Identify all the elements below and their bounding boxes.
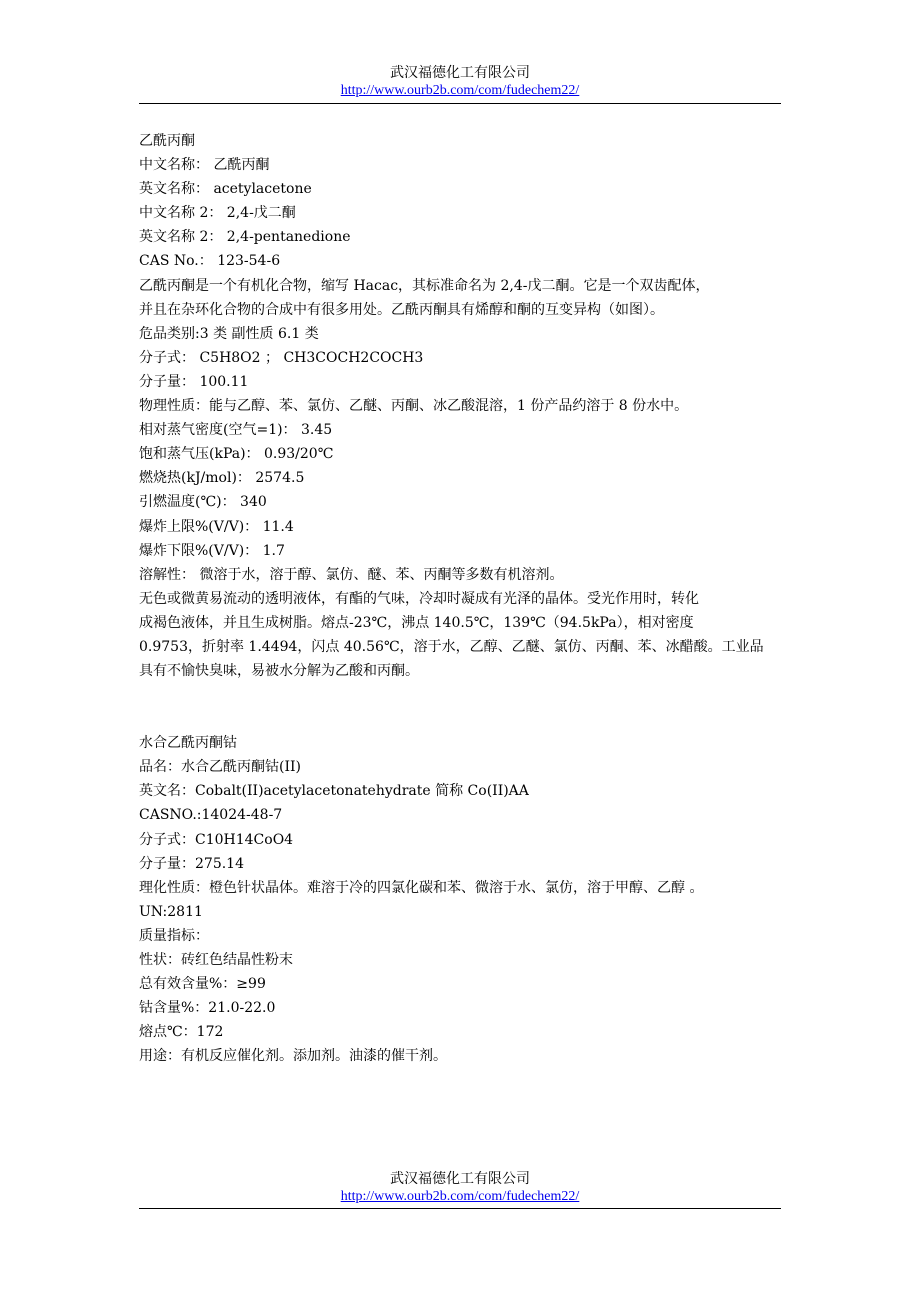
section-cobalt-acetylacetonate bbox=[139, 731, 789, 1068]
section-title: 乙酰丙酮 bbox=[139, 133, 195, 149]
property-line: 爆炸下限%(V/V)： 1.7 bbox=[139, 542, 285, 559]
info-line: 分子量：275.14 bbox=[139, 855, 244, 872]
property-line: 燃烧热(kJ/mol)： 2574.5 bbox=[139, 470, 305, 487]
header-url-link[interactable]: http://www.ourb2b.com/com/fudechem22/ bbox=[340, 83, 580, 98]
info-line: 质量指标： bbox=[139, 927, 209, 944]
property-line: 相对蒸气密度(空气=1)： 3.45 bbox=[139, 422, 333, 439]
info-line: 中文名称 2： 2,4-戊二酮 bbox=[139, 205, 296, 222]
footer-company-name: 武汉福德化工有限公司 bbox=[390, 1171, 530, 1187]
info-line: 英文名称 2： 2,4-pentanedione bbox=[139, 229, 351, 246]
property-line: 溶解性： 微溶于水，溶于醇、氯仿、醚、苯、丙酮等多数有机溶剂。 bbox=[139, 566, 564, 583]
header-divider bbox=[139, 103, 781, 104]
header-company-name: 武汉福德化工有限公司 bbox=[390, 65, 530, 81]
description-line: 0.9753，折射率 1.4494，闪点 40.56℃，溶于水，乙醇、乙醚、氯仿、丙酮、苯、冰醋酸。工业品 bbox=[139, 638, 764, 655]
property-line: 危品类别:3 类 副性质 6.1 类 bbox=[139, 325, 319, 342]
info-line: 英文名：Cobalt(II)acetylacetonatehydrate 简称 Co(II)AA bbox=[139, 783, 529, 800]
description-line: 无色或微黄易流动的透明液体，有酯的气味，冷却时凝成有光泽的晶体。受光作用时，转化 bbox=[139, 590, 699, 607]
info-line: 性状：砖红色结晶性粉末 bbox=[139, 952, 293, 968]
info-line: 英文名称： acetylacetone bbox=[139, 181, 312, 198]
description-line: 成褐色液体，并且生成树脂。熔点-23℃，沸点 140.5℃，139℃（94.5kPa），相对密度 bbox=[139, 614, 694, 631]
property-line: 物理性质：能与乙醇、苯、氯仿、乙醚、丙酮、冰乙酸混溶，1 份产品约溶于 8 份水中。 bbox=[139, 398, 689, 415]
info-line: 分子式：C10H14CoO4 bbox=[139, 831, 294, 848]
description-line: 具有不愉快臭味，易被水分解为乙酸和丙酮。 bbox=[139, 663, 419, 680]
section-title: 水合乙酰丙酮钴 bbox=[139, 735, 237, 752]
page-footer bbox=[139, 1170, 781, 1206]
intro-line: 并且在杂环化合物的合成中有很多用处。乙酰丙酮具有烯醇和酮的互变异构（如图）。 bbox=[139, 301, 664, 318]
property-line: 引燃温度(℃)： 340 bbox=[139, 494, 267, 511]
info-line: CASNO.:14024-48-7 bbox=[139, 807, 283, 824]
info-line: CAS No.： 123-54-6 bbox=[139, 253, 281, 270]
info-line: 理化性质：橙色针状晶体。难溶于冷的四氯化碳和苯、微溶于水、氯仿，溶于甲醇、乙醇 。 bbox=[139, 879, 704, 896]
footer-divider bbox=[139, 1208, 781, 1209]
property-line: 分子式： C5H8O2 ； CH3COCH2COCH3 bbox=[139, 349, 424, 366]
footer-url-link[interactable]: http://www.ourb2b.com/com/fudechem22/ bbox=[340, 1189, 580, 1204]
property-line: 分子量： 100.11 bbox=[139, 373, 249, 390]
info-line: 中文名称： 乙酰丙酮 bbox=[139, 157, 270, 174]
info-line: UN:2811 bbox=[139, 903, 203, 920]
intro-line: 乙酰丙酮是一个有机化合物，缩写 Hacac，其标准命名为 2,4-戊二酮。它是一个双齿配体， bbox=[139, 277, 710, 294]
info-line: 用途：有机反应催化剂。添加剂。油漆的催干剂。 bbox=[139, 1048, 447, 1065]
property-line: 爆炸上限%(V/V)： 11.4 bbox=[139, 518, 294, 535]
property-line: 饱和蒸气压(kPa)： 0.93/20℃ bbox=[139, 446, 334, 463]
document-body bbox=[139, 129, 789, 1068]
page-header bbox=[139, 64, 781, 100]
info-line: 钴含量%：21.0-22.0 bbox=[139, 1000, 276, 1017]
section-acetylacetone bbox=[139, 129, 789, 683]
info-line: 熔点℃：172 bbox=[139, 1024, 224, 1041]
info-line: 总有效含量%：≥99 bbox=[139, 976, 266, 993]
info-line: 品名：水合乙酰丙酮钴(II) bbox=[139, 759, 301, 776]
section-spacer bbox=[139, 683, 789, 731]
